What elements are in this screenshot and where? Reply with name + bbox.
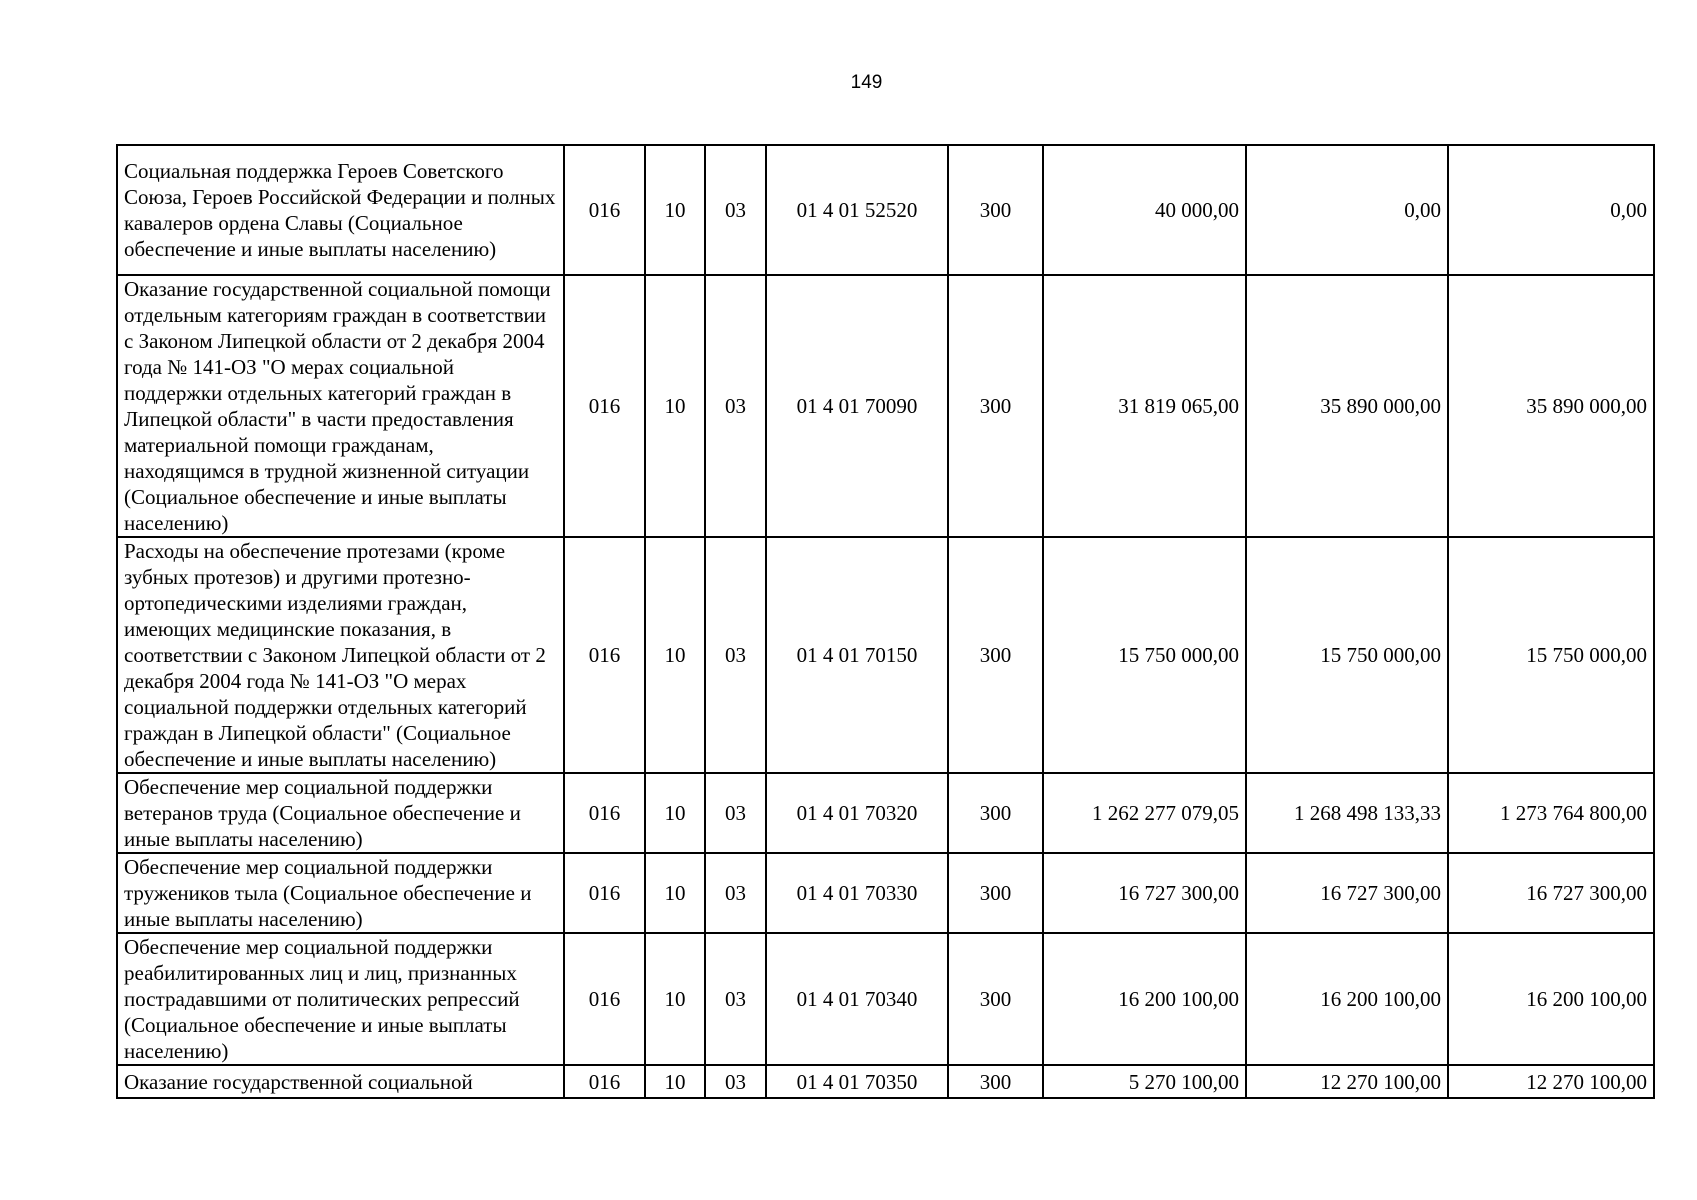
amount-2-cell: 1 268 498 133,33	[1246, 773, 1448, 853]
amount-3-cell: 15 750 000,00	[1448, 537, 1654, 773]
section-cell: 10	[645, 933, 705, 1065]
expense-name-cell: Обеспечение мер социальной поддержки реабилитированных лиц и лиц, признанных пострадавшими от политических репрессий (Социальное обеспечение и иные выплаты населению)	[117, 933, 564, 1065]
amount-1-cell: 1 262 277 079,05	[1043, 773, 1246, 853]
table-row	[117, 145, 1654, 275]
expense-type-cell: 300	[948, 537, 1043, 773]
ministry-code-cell: 016	[564, 933, 645, 1065]
ministry-code-cell: 016	[564, 1065, 645, 1098]
amount-1-cell: 16 727 300,00	[1043, 853, 1246, 933]
expense-type-cell: 300	[948, 933, 1043, 1065]
expense-name-cell: Оказание государственной социальной	[117, 1065, 564, 1098]
amount-1-cell: 5 270 100,00	[1043, 1065, 1246, 1098]
amount-3-cell: 35 890 000,00	[1448, 275, 1654, 537]
section-cell: 10	[645, 853, 705, 933]
page-number: 149	[850, 72, 883, 93]
amount-2-cell: 12 270 100,00	[1246, 1065, 1448, 1098]
expense-type-cell: 300	[948, 853, 1043, 933]
table-row	[117, 537, 1654, 773]
ministry-code-cell: 016	[564, 537, 645, 773]
amount-1-cell: 15 750 000,00	[1043, 537, 1246, 773]
ministry-code-cell: 016	[564, 853, 645, 933]
expense-type-cell: 300	[948, 145, 1043, 275]
amount-3-cell: 12 270 100,00	[1448, 1065, 1654, 1098]
amount-3-cell: 0,00	[1448, 145, 1654, 275]
amount-3-cell: 16 727 300,00	[1448, 853, 1654, 933]
subsection-cell: 03	[705, 145, 766, 275]
ministry-code-cell: 016	[564, 145, 645, 275]
table-row	[117, 933, 1654, 1065]
expense-name-cell: Социальная поддержка Героев Советского Союза, Героев Российской Федерации и полных кавалеров ордена Славы (Социальное обеспечение и иные выплаты населению)	[117, 145, 564, 275]
table-row	[117, 275, 1654, 537]
subsection-cell: 03	[705, 537, 766, 773]
amount-3-cell: 1 273 764 800,00	[1448, 773, 1654, 853]
target-article-cell: 01 4 01 70150	[766, 537, 948, 773]
section-cell: 10	[645, 537, 705, 773]
expense-type-cell: 300	[948, 275, 1043, 537]
target-article-cell: 01 4 01 70340	[766, 933, 948, 1065]
amount-1-cell: 40 000,00	[1043, 145, 1246, 275]
expense-name-cell: Оказание государственной социальной помощи отдельным категориям граждан в соответствии с Законом Липецкой области от 2 декабря 2004 года № 141-ОЗ "О мерах социальной поддержки отдельных категорий граждан в Липецкой области" в части предоставления материальной помощи гражданам, находящимся в трудной жизненной ситуации (Социальное обеспечение и иные выплаты населению)	[117, 275, 564, 537]
budget-table	[116, 144, 1655, 1099]
amount-2-cell: 15 750 000,00	[1246, 537, 1448, 773]
amount-2-cell: 16 727 300,00	[1246, 853, 1448, 933]
subsection-cell: 03	[705, 773, 766, 853]
target-article-cell: 01 4 01 70090	[766, 275, 948, 537]
ministry-code-cell: 016	[564, 275, 645, 537]
amount-2-cell: 0,00	[1246, 145, 1448, 275]
target-article-cell: 01 4 01 70320	[766, 773, 948, 853]
table-row	[117, 1065, 1654, 1098]
expense-name-cell: Обеспечение мер социальной поддержки тружеников тыла (Социальное обеспечение и иные выплаты населению)	[117, 853, 564, 933]
table-row	[117, 773, 1654, 853]
subsection-cell: 03	[705, 275, 766, 537]
amount-2-cell: 35 890 000,00	[1246, 275, 1448, 537]
ministry-code-cell: 016	[564, 773, 645, 853]
subsection-cell: 03	[705, 853, 766, 933]
expense-type-cell: 300	[948, 1065, 1043, 1098]
target-article-cell: 01 4 01 70350	[766, 1065, 948, 1098]
section-cell: 10	[645, 1065, 705, 1098]
subsection-cell: 03	[705, 1065, 766, 1098]
expense-type-cell: 300	[948, 773, 1043, 853]
expense-name-cell: Расходы на обеспечение протезами (кроме зубных протезов) и другими протезно-ортопедическими изделиями граждан, имеющих медицинские показания, в соответствии с Законом Липецкой области от 2 декабря 2004 года № 141-ОЗ "О мерах социальной поддержки отдельных категорий граждан в Липецкой области" (Социальное обеспечение и иные выплаты населению)	[117, 537, 564, 773]
amount-1-cell: 16 200 100,00	[1043, 933, 1246, 1065]
target-article-cell: 01 4 01 70330	[766, 853, 948, 933]
expense-name-cell: Обеспечение мер социальной поддержки ветеранов труда (Социальное обеспечение и иные выплаты населению)	[117, 773, 564, 853]
table-row	[117, 853, 1654, 933]
subsection-cell: 03	[705, 933, 766, 1065]
section-cell: 10	[645, 275, 705, 537]
section-cell: 10	[645, 773, 705, 853]
amount-1-cell: 31 819 065,00	[1043, 275, 1246, 537]
target-article-cell: 01 4 01 52520	[766, 145, 948, 275]
amount-3-cell: 16 200 100,00	[1448, 933, 1654, 1065]
amount-2-cell: 16 200 100,00	[1246, 933, 1448, 1065]
section-cell: 10	[645, 145, 705, 275]
